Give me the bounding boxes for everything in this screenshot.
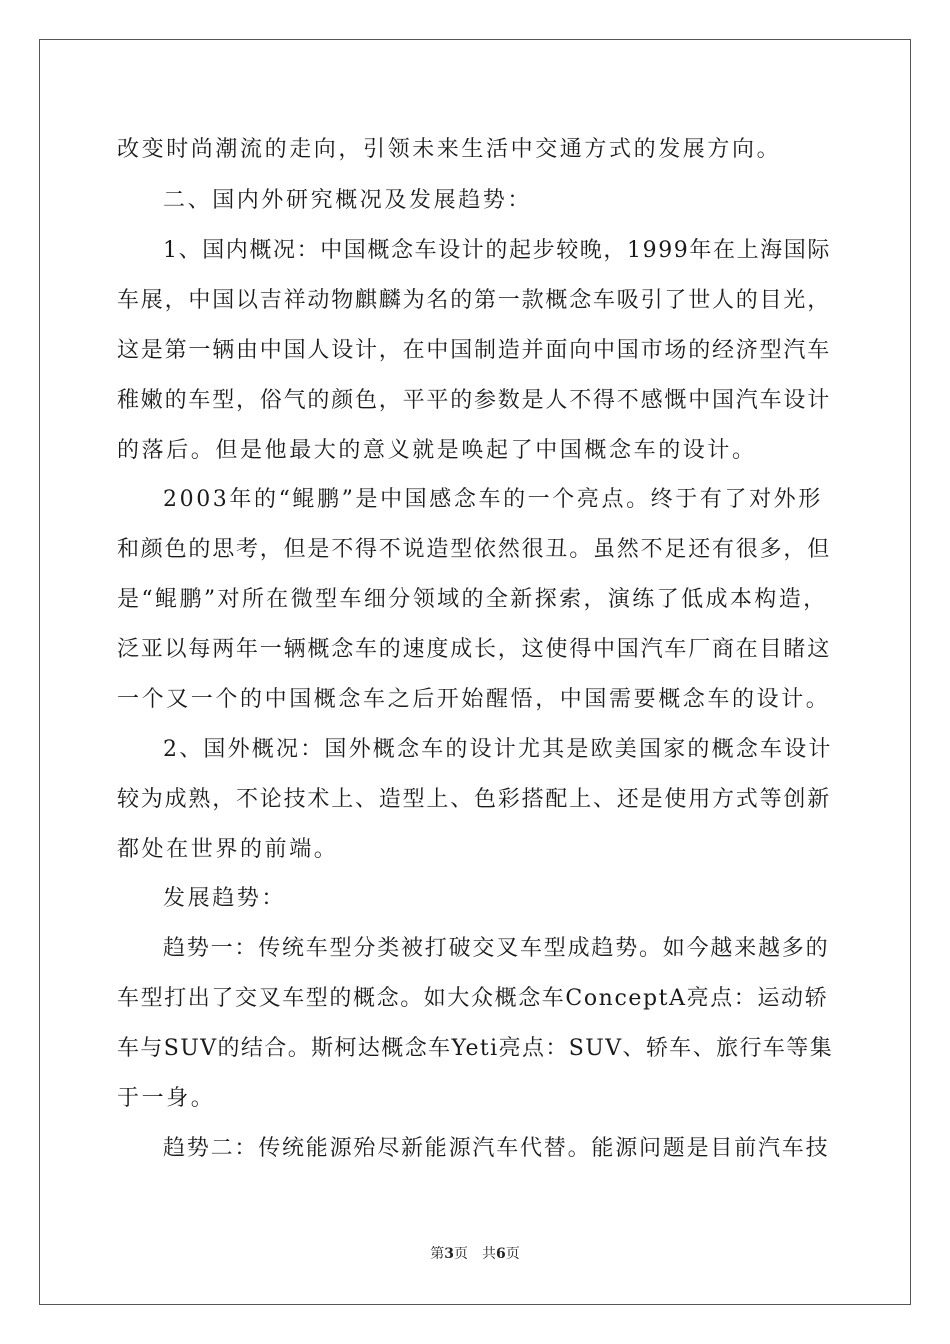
paragraph-line: 2、国外概况：国外概念车的设计尤其是欧美国家的概念车设计 — [163, 737, 833, 762]
total-prefix: 共 — [482, 1246, 496, 1262]
page-prefix: 第 — [430, 1246, 445, 1262]
total-suffix: 页 — [505, 1246, 520, 1262]
page-suffix: 页 — [454, 1246, 468, 1262]
page-number: 3 — [444, 1246, 454, 1262]
paragraph-line: 车与SUV的结合。斯柯达概念车Yeti亮点：SUV、轿车、旅行车等集 — [117, 1036, 834, 1061]
paragraph-line: 趋势二：传统能源殆尽新能源汽车代替。能源问题是目前汽车技 — [163, 1136, 830, 1161]
paragraph-line: 都处在世界的前端。 — [117, 837, 339, 862]
paragraph-line: 较为成熟，不论技术上、造型上、色彩搭配上、还是使用方式等创新 — [117, 787, 832, 812]
paragraph-line: 这是第一辆由中国人设计，在中国制造并面向中国市场的经济型汽车 — [117, 338, 832, 363]
paragraph-line: 于一身。 — [117, 1086, 216, 1111]
paragraph-line: 泛亚以每两年一辆概念车的速度成长，这使得中国汽车厂商在目睹这 — [117, 637, 832, 662]
paragraph-line: 2003年的“鲲鹏”是中国感念车的一个亮点。终于有了对外形 — [163, 487, 823, 512]
section-heading: 发展趋势： — [163, 886, 287, 911]
page-border — [39, 39, 911, 1305]
paragraph-line: 一个又一个的中国概念车之后开始醒悟，中国需要概念车的设计。 — [117, 687, 831, 712]
paragraph-line: 车展，中国以吉祥动物麒麟为名的第一款概念车吸引了世人的目光， — [117, 288, 832, 313]
paragraph-line: 的落后。但是他最大的意义就是唤起了中国概念车的设计。 — [117, 438, 757, 463]
paragraph-line: 稚嫩的车型，俗气的颜色，平平的参数是人不得不感慨中国汽车设计 — [117, 388, 832, 413]
section-heading: 二、国内外研究概况及发展趋势： — [163, 188, 533, 213]
paragraph-line: 车型打出了交叉车型的概念。如大众概念车ConceptA亮点：运动轿 — [117, 986, 829, 1011]
paragraph-line: 1、国内概况：中国概念车设计的起步较晚，1999年在上海国际 — [163, 238, 831, 263]
total-pages: 6 — [496, 1246, 506, 1262]
paragraph-line: 是“鲲鹏”对所在微型车细分领域的全新探索，演练了低成本构造， — [117, 587, 828, 612]
paragraph-line: 趋势一：传统车型分类被打破交叉车型成趋势。如今越来越多的 — [163, 936, 830, 961]
page-footer — [0, 1245, 950, 1263]
paragraph-line: 和颜色的思考，但是不得不说造型依然很丑。虽然不足还有很多，但 — [117, 537, 832, 562]
paragraph-line: 改变时尚潮流的走向，引领未来生活中交通方式的发展方向。 — [117, 137, 782, 162]
